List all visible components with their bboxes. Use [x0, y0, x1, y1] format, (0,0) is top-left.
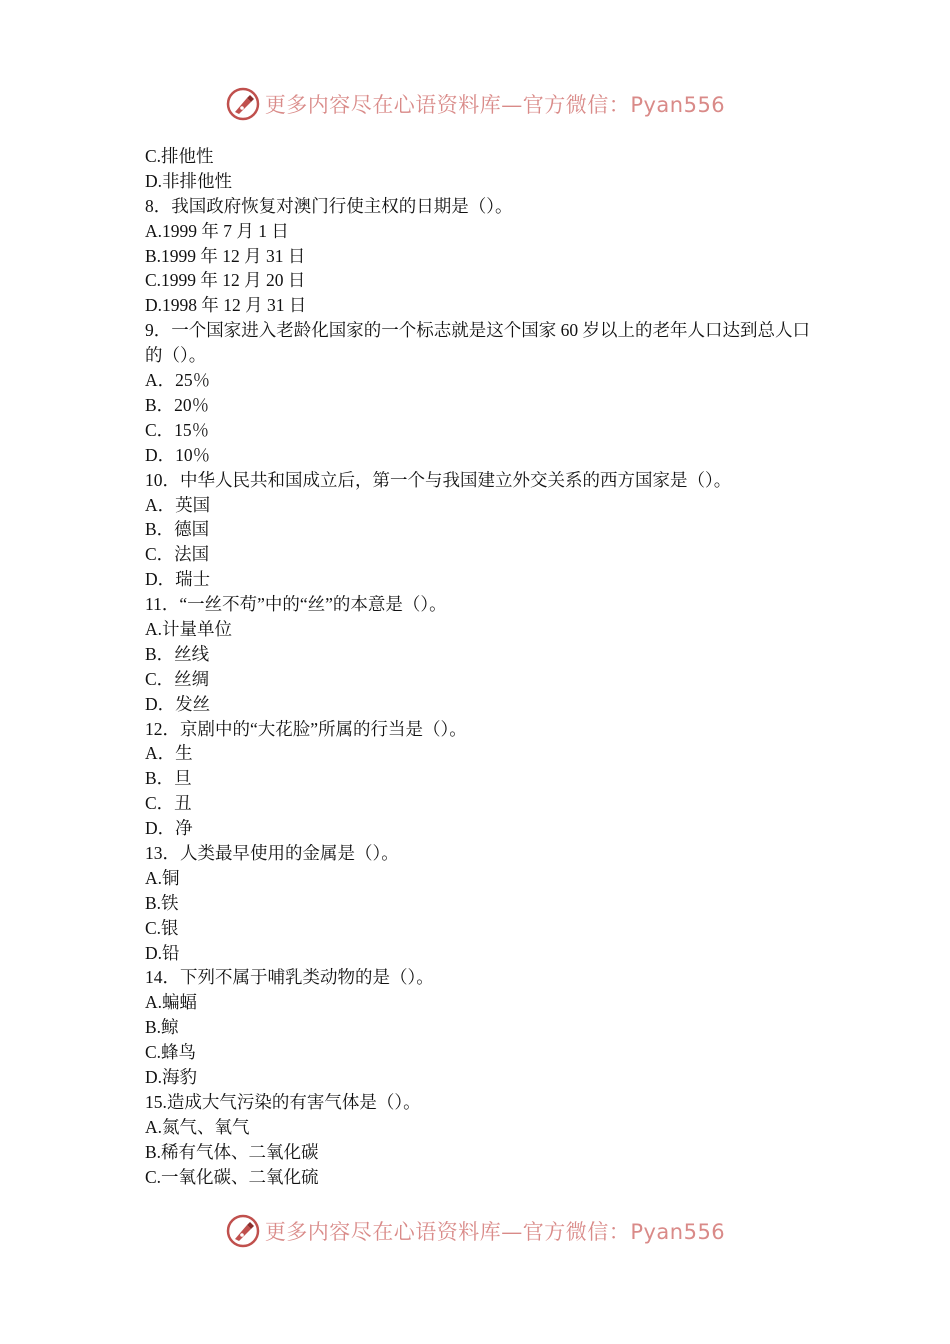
pen-nib-logo-icon: [225, 86, 261, 122]
option-line: C.蜂鸟: [145, 1042, 197, 1063]
option-line: D．10％: [145, 444, 211, 465]
option-line: D．净: [145, 818, 193, 839]
option-line: B.铁: [145, 892, 179, 913]
option-line: A.1999 年 7 月 1 日: [145, 220, 289, 241]
question-line: 9．一个国家进入老龄化国家的一个标志就是这个国家 60 岁以上的老年人口达到总人口的（）。: [145, 320, 810, 366]
question-line: 12．京剧中的“大花脸”所属的行当是（）。: [145, 718, 467, 739]
option-line: B.1999 年 12 月 31 日: [145, 245, 306, 266]
option-line: B.鲸: [145, 1017, 179, 1038]
watermark-text: 更多内容尽在心语资料库—官方微信：: [264, 93, 631, 117]
option-line: C．丝绸: [145, 668, 210, 689]
option-line: D．发丝: [145, 693, 211, 714]
option-line: D.海豹: [145, 1066, 198, 1087]
option-line: D．瑞士: [145, 569, 211, 590]
option-line: D.1998 年 12 月 31 日: [145, 295, 307, 316]
option-line: A．英国: [145, 494, 211, 515]
option-line: C.1999 年 12 月 20 日: [145, 270, 306, 291]
option-line: C.银: [145, 917, 179, 938]
footer-watermark: [0, 1211, 950, 1251]
option-line: B．德国: [145, 519, 210, 540]
option-line: C．丑: [145, 793, 192, 814]
header-watermark: [0, 84, 950, 124]
question-line: 10．中华人民共和国成立后，第一个与我国建立外交关系的西方国家是（）。: [145, 469, 732, 490]
option-line: A.计量单位: [145, 618, 233, 639]
pen-nib-logo-icon: [225, 1213, 261, 1249]
option-line: C.排他性: [145, 146, 214, 166]
question-line: 15.造成大气污染的有害气体是（）。: [145, 1091, 421, 1112]
option-line: B．丝线: [145, 643, 210, 664]
option-line: A.氮气、氧气: [145, 1116, 250, 1137]
option-line: A．25％: [145, 370, 211, 391]
option-line: B．旦: [145, 768, 192, 789]
option-line: C．法国: [145, 544, 210, 565]
option-line: A．生: [145, 743, 193, 764]
option-line: C.一氧化碳、二氧化硫: [145, 1166, 319, 1187]
watermark-text: 更多内容尽在心语资料库—官方微信：: [264, 1220, 631, 1244]
question-line: 11．“一丝不苟”中的“丝”的本意是（）。: [145, 594, 447, 615]
watermark-wechat-id: Pyan556: [630, 1220, 726, 1244]
option-line: D.铅: [145, 942, 180, 963]
option-line: D.非排他性: [145, 170, 233, 191]
option-line: B．20％: [145, 394, 210, 415]
question-line: 8．我国政府恢复对澳门行使主权的日期是（）。: [145, 195, 513, 216]
watermark-wechat-id: Pyan556: [630, 93, 726, 117]
option-line: A.蝙蝠: [145, 992, 198, 1013]
option-line: C．15％: [145, 419, 210, 440]
question-line: 13．人类最早使用的金属是（）。: [145, 842, 399, 863]
question-list: [145, 144, 825, 1189]
option-line: B.稀有气体、二氧化碳: [145, 1141, 319, 1162]
option-line: A.铜: [145, 867, 180, 888]
question-line: 14．下列不属于哺乳类动物的是（）。: [145, 967, 434, 988]
